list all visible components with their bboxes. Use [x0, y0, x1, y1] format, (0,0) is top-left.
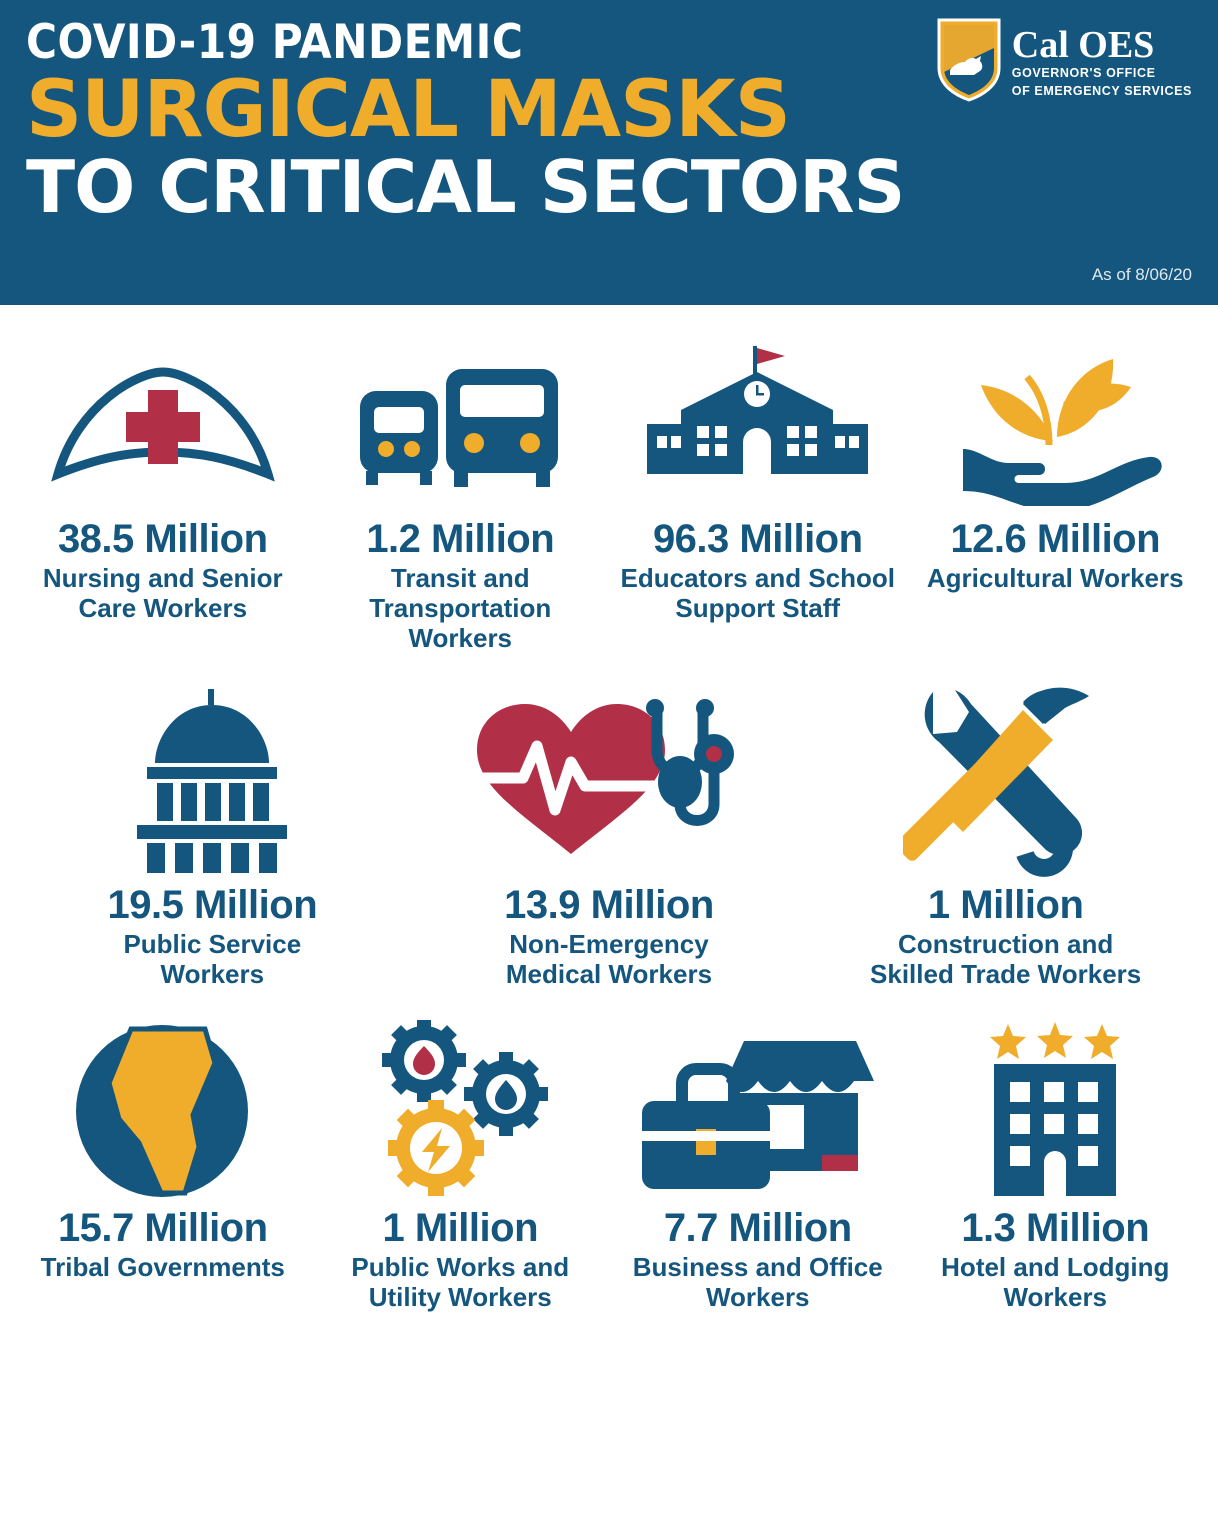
stat-label: Agricultural Workers: [926, 563, 1184, 593]
stat-cell-nursing: [14, 331, 312, 654]
stat-cell-business: [609, 1015, 907, 1313]
cal-oes-logo: [936, 18, 1192, 102]
stat-cell-tribal: [14, 1015, 312, 1313]
stats-row-2: [14, 682, 1204, 990]
stat-label: Public Service Workers: [123, 928, 302, 989]
logo-subtitle-2: OF EMERGENCY SERVICES: [1011, 83, 1192, 98]
logo-subtitle-1: GOVERNOR'S OFFICE: [1011, 66, 1156, 80]
california-state-icon: [65, 1015, 260, 1205]
heart-stethoscope-icon: [459, 682, 759, 882]
stat-label: Business and Office Workers: [632, 1252, 883, 1313]
briefcase-storefront-icon: [640, 1015, 875, 1205]
stat-value: 1 Million: [927, 882, 1084, 927]
train-and-bus-icon: [350, 331, 570, 516]
hand-with-plant-icon: [945, 331, 1165, 516]
header-line-1: COVID-19 PANDEMIC: [26, 15, 524, 70]
nurse-cap-icon: [48, 331, 278, 516]
stat-value: 38.5 Million: [57, 517, 268, 561]
stat-cell-educators: [609, 331, 907, 654]
stat-label: Construction and Skilled Trade Workers: [870, 928, 1142, 989]
header-banner: [0, 0, 1218, 305]
stat-cell-construction: [807, 682, 1204, 990]
stats-grid: [0, 305, 1218, 1313]
stat-cell-transit: [312, 331, 610, 654]
capitol-building-icon: [107, 682, 317, 882]
stat-value: 1 Million: [382, 1206, 538, 1251]
stat-cell-public-service: [14, 682, 411, 990]
stat-value: 7.7 Million: [663, 1206, 852, 1251]
hotel-building-icon: [970, 1015, 1140, 1205]
utility-gears-icon: [358, 1015, 563, 1205]
logo-name: Cal: [1011, 24, 1069, 66]
stats-row-3: [14, 1015, 1204, 1313]
stat-cell-medical: [411, 682, 808, 990]
stat-label: Educators and School Support Staff: [620, 563, 895, 623]
stat-label: Tribal Governments: [40, 1252, 285, 1283]
stat-value: 15.7 Million: [57, 1206, 268, 1251]
stat-value: 1.3 Million: [961, 1206, 1150, 1251]
stat-value: 12.6 Million: [950, 517, 1161, 561]
header-line-2: SURGICAL MASKS: [26, 65, 790, 156]
school-building-icon: [645, 331, 870, 516]
hammer-wrench-icon: [903, 682, 1108, 882]
stats-row-1: [14, 331, 1204, 654]
stat-value: 13.9 Million: [504, 882, 714, 927]
stat-label: Transit and Transportation Workers: [369, 563, 552, 653]
stat-label: Public Works and Utility Workers: [351, 1252, 570, 1313]
bear-shield-icon: [936, 18, 1002, 102]
stat-value: 96.3 Million: [652, 517, 863, 561]
stat-cell-public-works: [312, 1015, 610, 1313]
stat-value: 1.2 Million: [366, 517, 555, 561]
stat-label: Nursing and Senior Care Workers: [42, 563, 283, 623]
as-of-date: As of 8/06/20: [1091, 265, 1192, 284]
header-line-3: TO CRITICAL SECTORS: [26, 145, 905, 230]
stat-cell-agricultural: [907, 331, 1205, 654]
stat-value: 19.5 Million: [107, 882, 318, 927]
stat-cell-hotel: [907, 1015, 1205, 1313]
stat-label: Non-Emergency Medical Workers: [505, 928, 713, 989]
logo-name-bold: OES: [1078, 24, 1155, 66]
stat-label: Hotel and Lodging Workers: [941, 1252, 1170, 1313]
